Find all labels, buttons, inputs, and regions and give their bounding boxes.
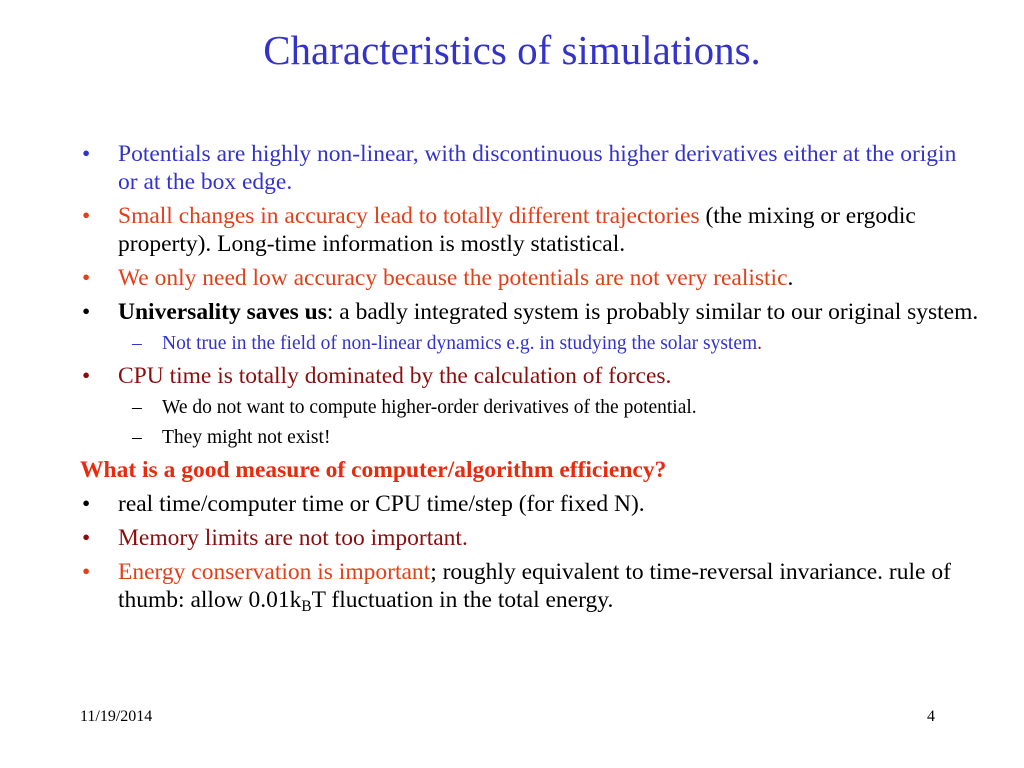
subbullet-text: They might not exist! [162, 427, 331, 448]
bullet-bold-text: Universality saves us [118, 299, 327, 325]
bullet-marker: • [82, 265, 91, 291]
subbullet-derivatives [80, 396, 980, 420]
bullet-text: . [787, 265, 794, 291]
bullet-accuracy-changes [80, 202, 980, 258]
bullet-colored-text: Energy conservation is important [118, 559, 431, 585]
page-number: 4 [927, 708, 935, 725]
slide-body [80, 140, 980, 627]
bullet-text-part1: ; roughly equivalent to time-reversal invariance. rule of thumb: allow 0.01k [118, 559, 951, 613]
bullet-memory-limits [80, 524, 980, 552]
efficiency-heading: What is a good measure of computer/algorithm efficiency? [80, 457, 667, 483]
subbullet-text: Not true in the field of non-linear dynamics e.g. in studying the solar system [162, 333, 758, 354]
bullet-text: Potentials are highly non-linear, with discontinuous higher derivatives either at the origin or at the box edge. [118, 141, 957, 195]
bullet-low-accuracy [80, 264, 980, 292]
bullet-universality [80, 298, 980, 326]
bullet-text-part2: T fluctuation in the total energy. [311, 587, 614, 613]
bullet-text: (the mixing or ergodic property). Long-time information is mostly statistical. [118, 203, 916, 257]
subbullet-nonlinear-dynamics [80, 332, 980, 356]
dash-marker: – [132, 427, 142, 448]
bullet-text: CPU time is totally dominated by the calculation of forces. [118, 363, 672, 389]
bullet-marker: • [82, 363, 91, 389]
bullet-energy-conservation [80, 558, 980, 621]
dash-marker: – [132, 333, 142, 354]
bullet-colored-text: Small changes in accuracy lead to totally different trajectories [118, 203, 700, 229]
subbullet-might-not-exist [80, 426, 980, 450]
bullet-marker: • [82, 203, 91, 229]
subbullet-end: . [757, 333, 763, 354]
bullet-text: Memory limits are not too important. [118, 525, 468, 551]
bullet-potentials [80, 140, 980, 196]
bullet-colored-text: We only need low accuracy because the potentials are not very realistic [118, 265, 788, 291]
subscript-b: B [301, 598, 312, 615]
bullet-real-time [80, 490, 980, 518]
bullet-cpu-time [80, 362, 980, 390]
subbullet-text: We do not want to compute higher-order derivatives of the potential. [162, 397, 697, 418]
slide-title: Characteristics of simulations. [263, 27, 761, 73]
dash-marker: – [132, 397, 142, 418]
bullet-marker: • [82, 559, 91, 585]
footer-date: 11/19/2014 [80, 708, 153, 725]
bullet-marker: • [82, 299, 91, 325]
bullet-marker: • [82, 525, 91, 551]
bullet-text: : a badly integrated system is probably similar to our original system. [326, 299, 979, 325]
bullet-marker: • [82, 491, 91, 517]
bullet-marker: • [82, 141, 91, 167]
bullet-text: real time/computer time or CPU time/step (for fixed N). [118, 491, 645, 517]
